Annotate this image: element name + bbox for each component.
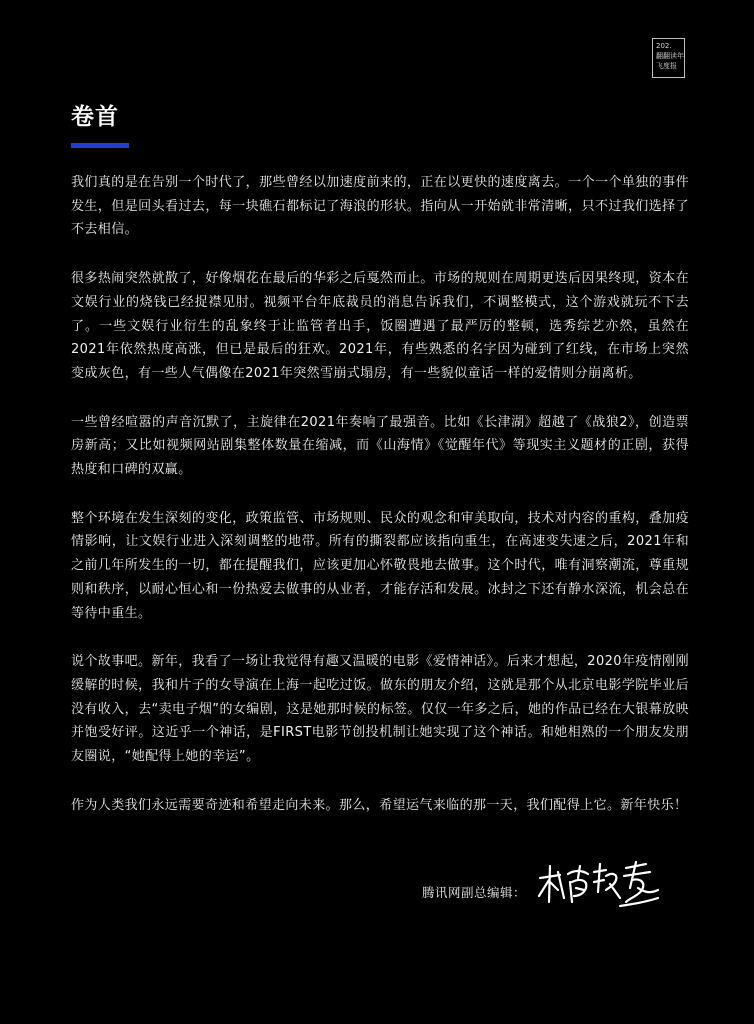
- body-text: [71, 171, 689, 842]
- paragraph-2: 很多热闹突然就散了，好像烟花在最后的华彩之后戛然而止。市场的规则在周期更迭后因果终现，资本在文娱行业的烧钱已经捉襟见肘。视频平台年底裁员的消息告诉我们，不调整模式，这个游戏就玩不下去了。一些文娱行业衍生的乱象终于让监管者出手，饭圈遭遇了最严厉的整顿，选秀综艺亦然，虽然在2021年依然热度高涨，但已是最后的狂欢。2021年，有些熟悉的名字因为碰到了红线，在市场上突然变成灰色，有一些人气偶像在2021年突然雪崩式塌房，有一些貌似童话一样的爱情则分崩离析。: [71, 271, 689, 381]
- corner-logo-line-2: 翻翻读年: [656, 52, 684, 60]
- paragraph-1: 我们真的是在告别一个时代了，那些曾经以加速度前来的，正在以更快的速度离去。一个一个单独的事件发生，但是回头看过去，每一块礁石都标记了海浪的形状。指向从一开始就非常清晰，只不过我们选择了不去相信。: [71, 175, 689, 238]
- corner-logo: [652, 38, 685, 78]
- handwritten-signature: [534, 858, 662, 914]
- paragraph-6: 作为人类我们永远需要奇迹和希望走向未来。那么，希望运气来临的那一天，我们配得上它。新年快乐！: [71, 797, 688, 813]
- signature-label: 腾讯网副总编辑：: [422, 885, 527, 900]
- title-accent-bar: [71, 143, 129, 148]
- corner-logo-line-1: 202.: [656, 42, 672, 50]
- corner-logo-line-3: 飞度报: [656, 62, 677, 70]
- paragraph-5: 说个故事吧。新年，我看了一场让我觉得有趣又温暖的电影《爱情神话》。后来才想起，2020年疫情刚刚缓解的时候，我和片子的女导演在上海一起吃过饭。做东的朋友介绍，这就是那个从北京电影学院毕业后没有收入，去“卖电子烟”的女编剧，这是她那时候的标签。仅仅一年多之后，她的作品已经在大银幕放映并饱受好评。这近乎一个神话，是FIRST电影节创投机制让她实现了这个神话。和她相熟的一个朋友发朋友圈说，“她配得上她的幸运”。: [71, 654, 689, 765]
- page-title: 卷首: [71, 103, 119, 130]
- paragraph-4: 整个环境在发生深刻的变化，政策监管、市场规则、民众的观念和审美取向，技术对内容的重构，叠加疫情影响，让文娱行业进入深刻调整的地带。所有的撕裂都应该指向重生，在高速变失速之后，2021年和之前几年所发生的一切，都在提醒我们，应该更加心怀敬畏地去做事。这个时代，唯有洞察潮流，尊重规则和秩序，以耐心恒心和一份热爱去做事的从业者，才能存活和发展。冰封之下还有静水深流，机会总在等待中重生。: [71, 510, 689, 621]
- paragraph-3: 一些曾经喧嚣的声音沉默了，主旋律在2021年奏响了最强音。比如《长津湖》超越了《战狼2》，创造票房新高；又比如视频网站剧集整体数量在缩减，而《山海情》《觉醒年代》等现实主义题材的正剧，获得热度和口碑的双赢。: [71, 414, 689, 478]
